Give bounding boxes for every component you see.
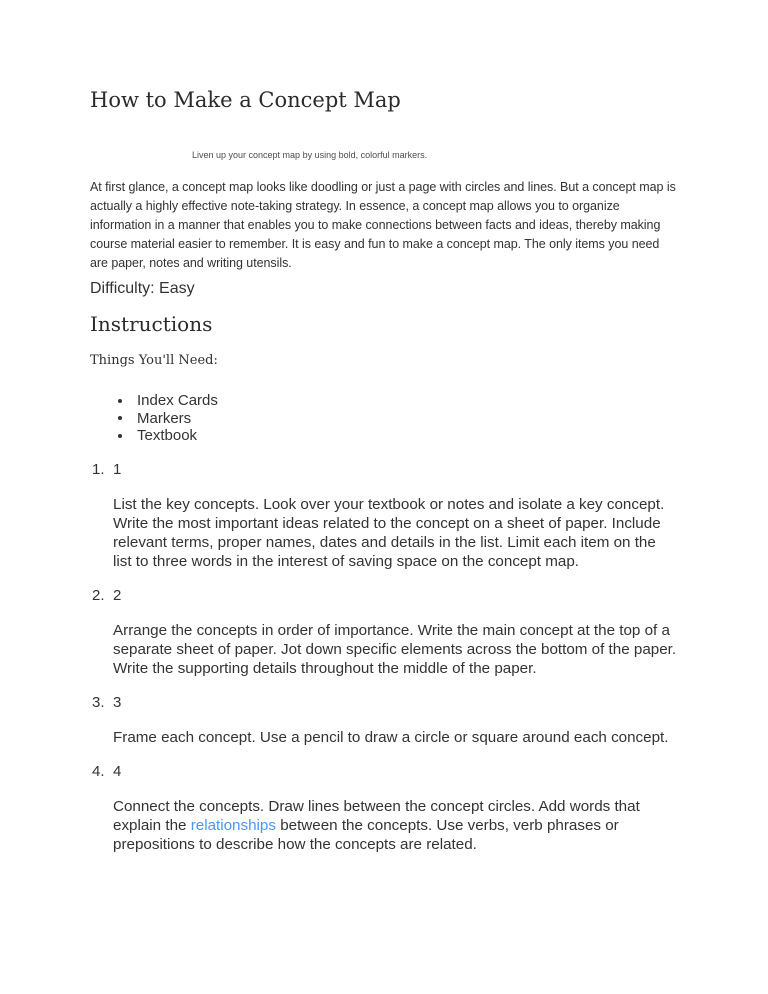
intro-paragraph: At first glance, a concept map looks like doodling or just a page with circles and lines. But a concept map is actually a highly effective note-taking strategy. In essence, a concept map allows you to organize information in a manner that enables you to make connections between facts and ideas, thereby making course material easier to remember. It is easy and fun to make a concept map. The only items you need are paper, notes and writing utensils. [90, 180, 676, 270]
step-number-label: 2 [113, 586, 122, 604]
bullet-icon [118, 399, 122, 403]
step-number: 1. [92, 460, 105, 478]
bullet-icon [118, 434, 122, 438]
step-item [90, 762, 678, 854]
difficulty-label: Difficulty: Easy [90, 280, 195, 297]
list-item-label: Markers [137, 409, 192, 427]
step-text-before-link: Connect the concepts. Draw lines between the concept circles. Add words that explain the [113, 797, 640, 834]
steps-list [90, 460, 678, 854]
step-text: List the key concepts. Look over your textbook or notes and isolate a key concept. Write the most important ideas related to the concept on a sheet of paper. Include relevant terms, proper names, dates and details in the list. Limit each item on the list to three words in the interest of saving space on the concept map. [113, 495, 665, 570]
list-item [90, 410, 678, 428]
step-header [90, 762, 678, 781]
step-header [90, 586, 678, 605]
step-number-label: 4 [113, 762, 122, 780]
step-number-label: 1 [113, 460, 122, 478]
instructions-heading: Instructions [90, 312, 213, 336]
step-text [90, 797, 678, 854]
list-item [90, 427, 678, 445]
step-number: 2. [92, 586, 105, 604]
list-item-label: Index Cards [137, 392, 218, 409]
step-number: 3. [92, 693, 105, 711]
step-item [90, 460, 678, 571]
step-header [90, 460, 678, 479]
step-number-label: 3 [113, 693, 122, 711]
relationships-link[interactable]: relationships [190, 816, 276, 834]
step-header [90, 693, 678, 712]
image-caption: Liven up your concept map by using bold, colorful markers. [192, 150, 428, 160]
step-text-after-link: between the concepts. Use verbs, verb phrases or prepositions to describe how the concepts are related. [113, 816, 619, 853]
step-number: 4. [92, 762, 105, 780]
materials-list [90, 392, 678, 445]
step-item [90, 693, 678, 747]
bullet-icon [118, 416, 122, 420]
list-item-label: Textbook [137, 427, 198, 444]
list-item [90, 392, 678, 410]
page-title: How to Make a Concept Map [90, 88, 401, 112]
step-item [90, 586, 678, 678]
step-text: Frame each concept. Use a pencil to draw a circle or square around each concept. [113, 728, 669, 746]
things-needed-label: Things You'll Need: [90, 353, 218, 368]
step-text: Arrange the concepts in order of importance. Write the main concept at the top of a separate sheet of paper. Jot down specific elements across the bottom of the paper. Write the supporting details throughout the middle of the paper. [113, 621, 677, 677]
